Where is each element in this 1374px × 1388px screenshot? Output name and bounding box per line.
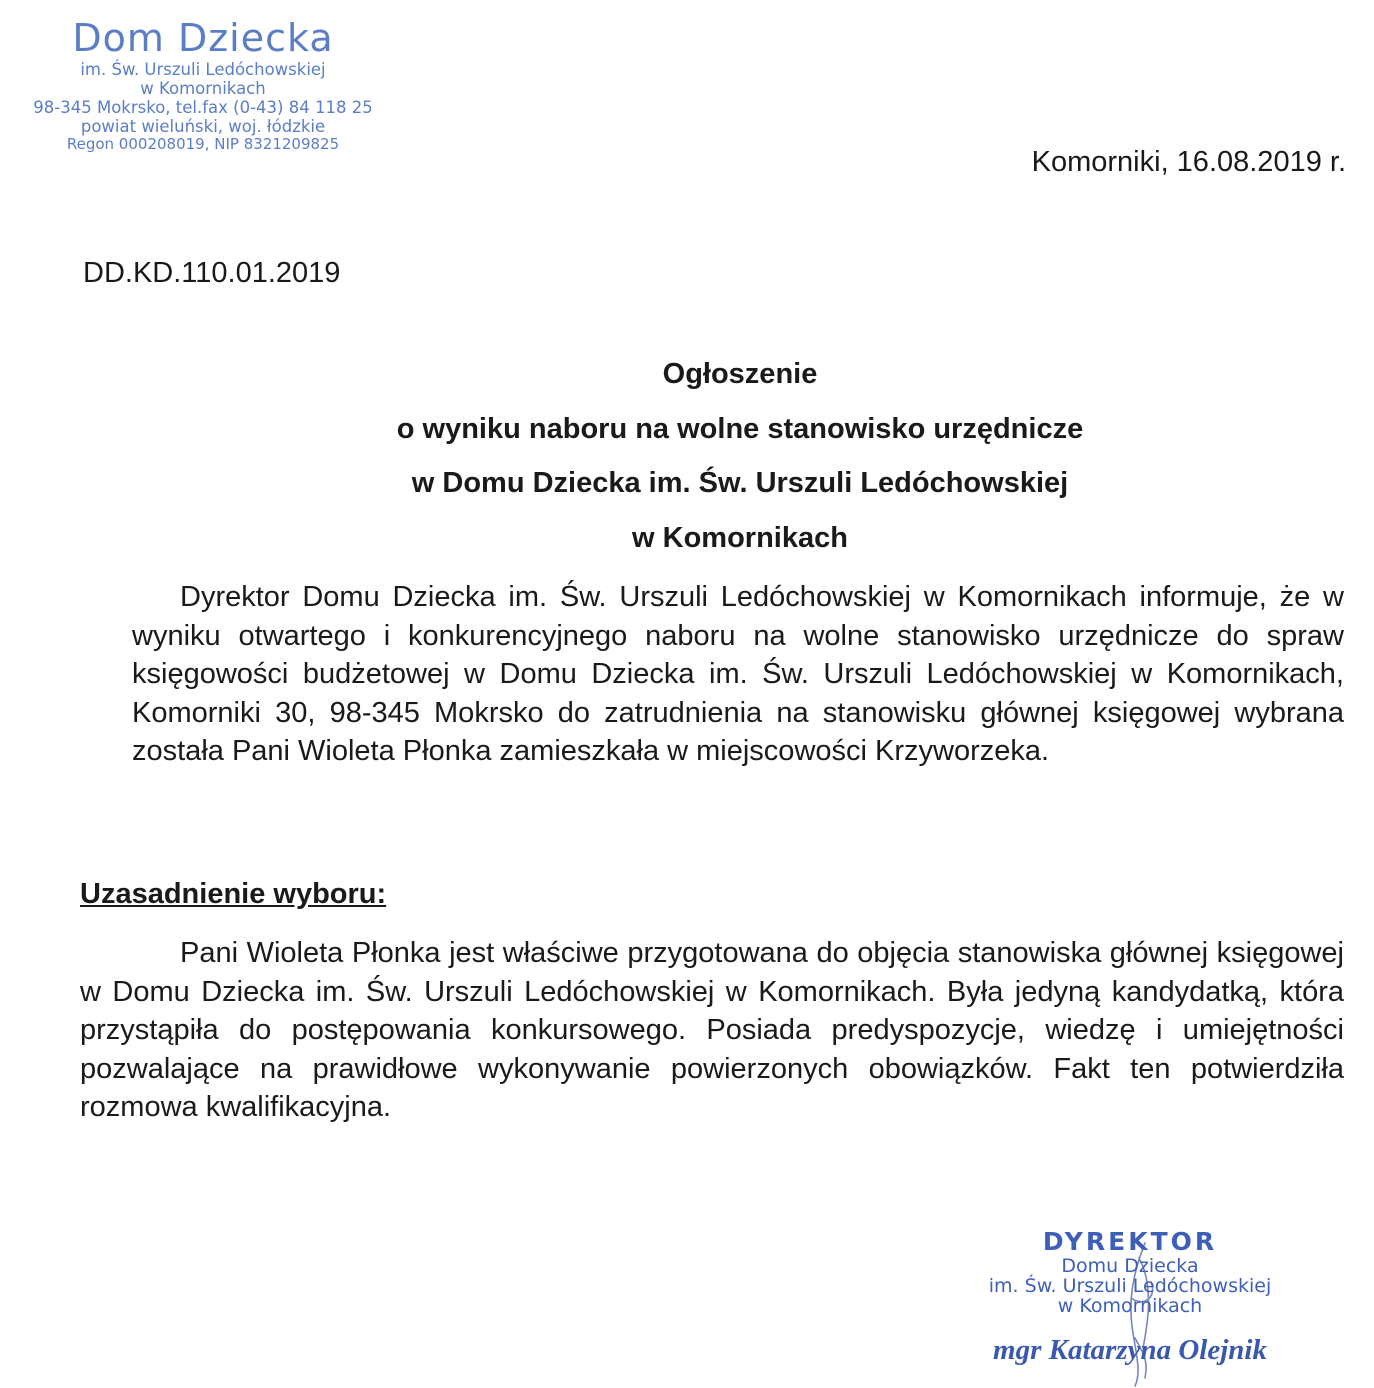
handwritten-signature — [1105, 1238, 1185, 1388]
stamp-line-location: w Komornikach — [140, 79, 266, 98]
stamp-line-region: powiat wieluński, woj. łódzkie — [80, 117, 326, 136]
heading-title: Ogłoszenie — [662, 358, 818, 390]
director-stamp-line-2: im. Św. Urszuli Ledóchowskiej — [988, 1275, 1272, 1297]
stamp-title: Dom Dziecka — [72, 16, 334, 60]
director-stamp-line-1: Domu Dziecka — [1061, 1255, 1199, 1277]
announcement-paragraph: Dyrektor Domu Dziecka im. Św. Urszuli Ledóchowskiej w Komornikach informuje, że w wyniku otwartego i konkurencyjnego naboru na wolne stanowisko urzędnicze do spraw księgowości budżetowej w Domu Dziecka im. Św. Urszuli Ledóchowskiej w Komornikach, Komorniki 30, 98-345 Mokrsko do zatrudnienia na stanowisku głównej księgowej wybrana została Pani Wioleta Płonka zamieszkała w miejscowości Krzyworzeka. — [132, 581, 1344, 768]
heading-subtitle-1: o wyniku naboru na wolne stanowisko urzędnicze — [396, 413, 1084, 445]
justification-paragraph: Pani Wioleta Płonka jest właściwe przygotowana do objęcia stanowiska głównej księgowej w Domu Dziecka im. Św. Urszuli Ledóchowskiej w Komornikach. Była jedyną kandydatką, która przystąpiła do postępowania konkursowego. Posiada predyspozycje, wiedzę i umiejętności pozwalające na prawidłowe wykonywanie powierzonych obowiązków. Fakt ten potwierdziła rozmowa kwalifikacyjna. — [80, 937, 1344, 1124]
heading-subtitle-3: w Komornikach — [632, 522, 848, 554]
stamp-line-address: 98-345 Mokrsko, tel.fax (0-43) 84 118 25 — [33, 98, 373, 117]
stamp-line-patron: im. Św. Urszuli Ledóchowskiej — [80, 60, 326, 79]
director-stamp-title: DYREKTOR — [1042, 1227, 1218, 1256]
reference-number: DD.KD.110.01.2019 — [83, 257, 341, 289]
justification-heading: Uzasadnienie wyboru: — [80, 878, 387, 910]
director-stamp-line-3: w Komornikach — [1057, 1295, 1203, 1317]
director-name: mgr Katarzyna Olejnik — [993, 1334, 1267, 1366]
document-date: Komorniki, 16.08.2019 r. — [1031, 146, 1346, 178]
institution-stamp — [18, 16, 388, 153]
heading-subtitle-2: w Domu Dziecka im. Św. Urszuli Ledóchowskiej — [411, 467, 1069, 499]
stamp-line-ids: Regon 000208019, NIP 8321209825 — [66, 135, 340, 153]
